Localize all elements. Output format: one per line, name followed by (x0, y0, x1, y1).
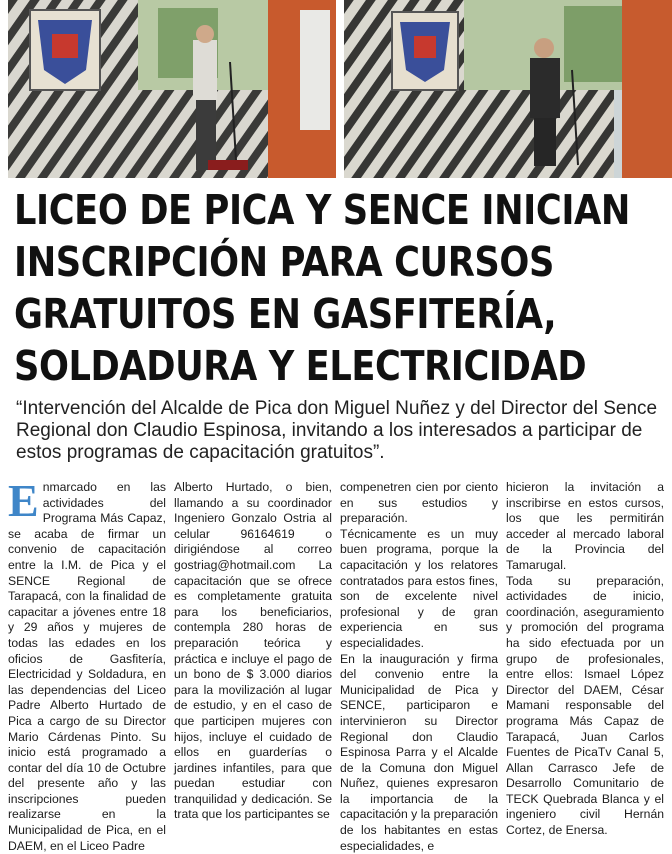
photo-director-speaking (344, 0, 672, 178)
paragraph: Técnicamente es un muy buen programa, porque la capacitación y los relatores contratados para estos fines, son de excelente nivel profesional y de gran experiencia en sus especialidades. (340, 526, 498, 650)
headline-line: GRATUITOS EN GASFITERÍA, (14, 290, 557, 338)
photo-strip (8, 0, 664, 178)
paragraph: hicieron la invitación a inscribirse en estos cursos, los que les permitirán acceder al mercado laboral de la Provincia del Tamarugal. (506, 480, 664, 572)
article-column-1 (8, 475, 166, 854)
article-column-3 (340, 480, 498, 854)
article-column-4 (506, 480, 664, 854)
paragraph: Alberto Hurtado, o bien, llamando a su coordinador Ingeniero Gonzalo Ostria al celular 96164619 o dirigiéndose al correo gostriag@hotmail.com La capacitación que se ofrece es completamente gratuita para los beneficiarios, contempla 280 horas de preparación teórica y práctica e incluye el pago de un bono de $ 3.000 diarios para la movilización al lugar de estudio, y en el caso de que participen mujeres con hijos, incluye el cuidado de ellos en guarderías o jardines infantiles, para que puedan estudiar con tranquilidad y dedicación. Se trata que los participantes se (174, 480, 332, 822)
drop-cap: E (8, 475, 39, 526)
headline (14, 184, 630, 392)
subheadline-quote: “Intervención del Alcalde de Pica don Miguel Nuñez y del Director del Sence Regional don Claudio Espinosa, invitando a los interesados a participar de estos programas de capacitación gratuitos”. (16, 398, 658, 463)
paragraph: nmarcado en las actividades del Programa Más Capaz, se acaba de firmar un convenio de capacitación entre la I.M. de Pica y el SENCE Regional de Tarapacá, con la finalidad de capacitar a jóvenes entre 18 y 29 años y mujeres de todas las edades en los oficios de Gasfitería, Electricidad y Soldadura, en las dependencias del Liceo Padre Alberto Hurtado de Pica a cargo de su Director Mario Cárdenas Pinto. Su inicio está programado a contar del día 10 de Octubre del presente año y las inscripciones pueden realizarse en la Municipalidad de Pica, en el DAEM, en el Liceo Padre (8, 480, 166, 853)
paragraph: compenetren cien por ciento en sus estudios y preparación. (340, 480, 498, 526)
headline-line: LICEO DE PICA Y SENCE INICIAN (14, 186, 630, 234)
headline-line: SOLDADURA Y ELECTRICIDAD (14, 342, 587, 390)
article-body (8, 475, 664, 853)
paragraph: Toda su preparación, actividades de inicio, coordinación, aseguramiento y promoción del programa ha sido efectuada por un grupo de profesionales, entre ellos: Ismael López Director del DAEM, César Mamani responsable del programa Más Capaz de Tarapacá, Juan Carlos Fuentes de PicaTv Canal 5, Allan Carrasco Jefe de Desarrollo Comunitario de TECK Quebrada Blanca y el ingeniero civil Hernán Cortez, de Enersa. (506, 573, 664, 838)
photo-mayor-speaking (8, 0, 336, 178)
article-column-2 (174, 480, 332, 854)
paragraph: En la inauguración y firma del convenio entre la Municipalidad de Pica y SENCE, participaron e intervinieron su Director Regional don Claudio Espinosa Parra y el Alcalde de la Comuna don Miguel Nuñez, quienes expresaron la importancia de la capacitación y la preparación de los habitantes en estas especialidades, e (340, 651, 498, 853)
headline-line: INSCRIPCIÓN PARA CURSOS (14, 238, 554, 286)
